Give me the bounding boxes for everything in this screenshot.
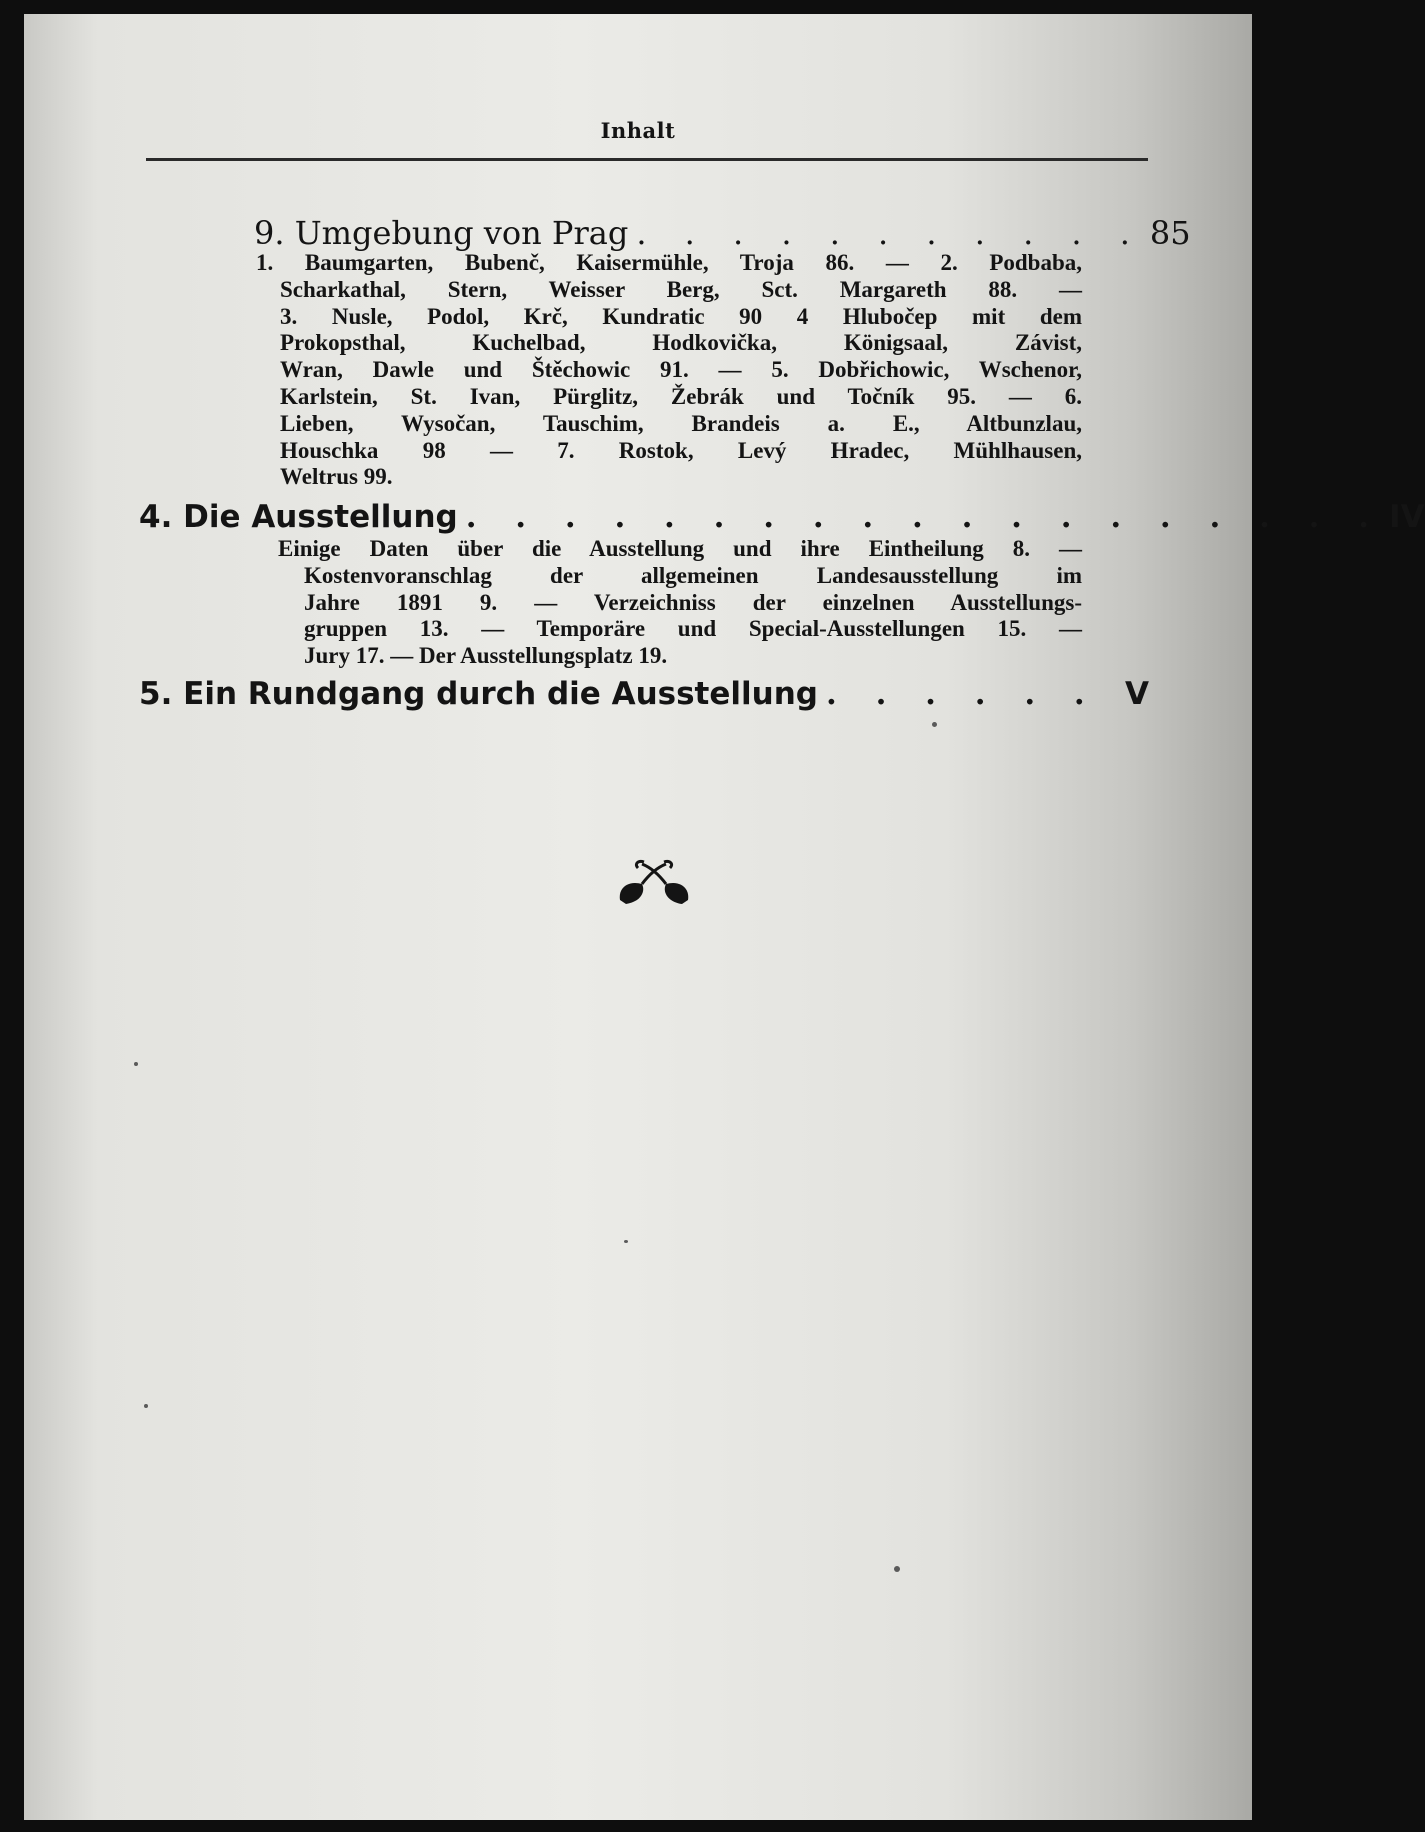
paper-speck bbox=[624, 1240, 628, 1243]
leaf-fleuron-icon bbox=[612, 856, 696, 912]
toc-entry-title: 5. Ein Rundgang durch die Ausstellung bbox=[139, 676, 818, 712]
toc-subentries-ausstellung bbox=[278, 536, 1082, 670]
toc-entry-rundgang bbox=[139, 676, 1149, 712]
subentry-line: Jahre 1891 9. — Verzeichniss der einzelnen Ausstellungs- bbox=[304, 589, 1082, 615]
subentry-line: Kostenvoranschlag der allgemeinen Landesausstellung im bbox=[304, 562, 1082, 588]
toc-subentries-umgebung bbox=[256, 250, 1082, 491]
subentry-line: Weltrus 99. bbox=[280, 464, 393, 490]
subentry-line: Einige Daten über die Ausstellung und ihre Eintheilung 8. — bbox=[278, 536, 1082, 561]
toc-page-number: IV bbox=[1389, 499, 1425, 535]
dot-leader: . . . . . . bbox=[825, 676, 1099, 712]
toc-page-number: V bbox=[1125, 676, 1149, 712]
toc-entry-ausstellung bbox=[139, 499, 1425, 535]
paper-speck bbox=[134, 1062, 138, 1066]
toc-page-number: 85 bbox=[1149, 214, 1191, 252]
subentry-line: Karlstein, St. Ivan, Pürglitz, Žebrák und Točník 95. — 6. bbox=[280, 383, 1082, 409]
subentry-line: Scharkathal, Stern, Weisser Berg, Sct. Margareth 88. — bbox=[280, 276, 1082, 302]
subentry-line: 1. Baumgarten, Bubenč, Kaisermühle, Troja 86. — 2. Podbaba, bbox=[256, 250, 1082, 275]
subentry-line: Jury 17. — Der Ausstellungsplatz 19. bbox=[304, 643, 668, 669]
paper-speck bbox=[894, 1566, 900, 1572]
running-head: Inhalt bbox=[600, 118, 676, 143]
subentry-line: Houschka 98 — 7. Rostok, Levý Hradec, Mühlhausen, bbox=[280, 437, 1082, 463]
subentry-line: Lieben, Wysočan, Tauschim, Brandeis a. E., Altbunzlau, bbox=[280, 410, 1082, 436]
subentry-line: 3. Nusle, Podol, Krč, Kundratic 90 4 Hlubočep mit dem bbox=[280, 303, 1082, 329]
paper-speck bbox=[932, 722, 937, 727]
book-page bbox=[24, 14, 1425, 1820]
paper-speck bbox=[144, 1404, 148, 1408]
toc-entry-umgebung bbox=[254, 214, 1191, 252]
subentry-line: Prokopsthal, Kuchelbad, Hodkovička, Königsaal, Závist, bbox=[280, 330, 1082, 356]
subentry-line: gruppen 13. — Temporäre und Special-Ausstellungen 15. — bbox=[304, 616, 1082, 642]
toc-entry-title: 4. Die Ausstellung bbox=[139, 499, 458, 535]
dot-leader: . . . . . . . . . . . . . . . . . . . bbox=[465, 499, 1384, 535]
dot-leader: . . . . . . . . . . . bbox=[636, 214, 1144, 252]
header-rule bbox=[146, 158, 1148, 161]
subentry-line: Wran, Dawle und Štěchowic 91. — 5. Dobřichowic, Wschenor, bbox=[280, 357, 1082, 383]
toc-entry-title: 9. Umgebung von Prag bbox=[254, 214, 629, 252]
